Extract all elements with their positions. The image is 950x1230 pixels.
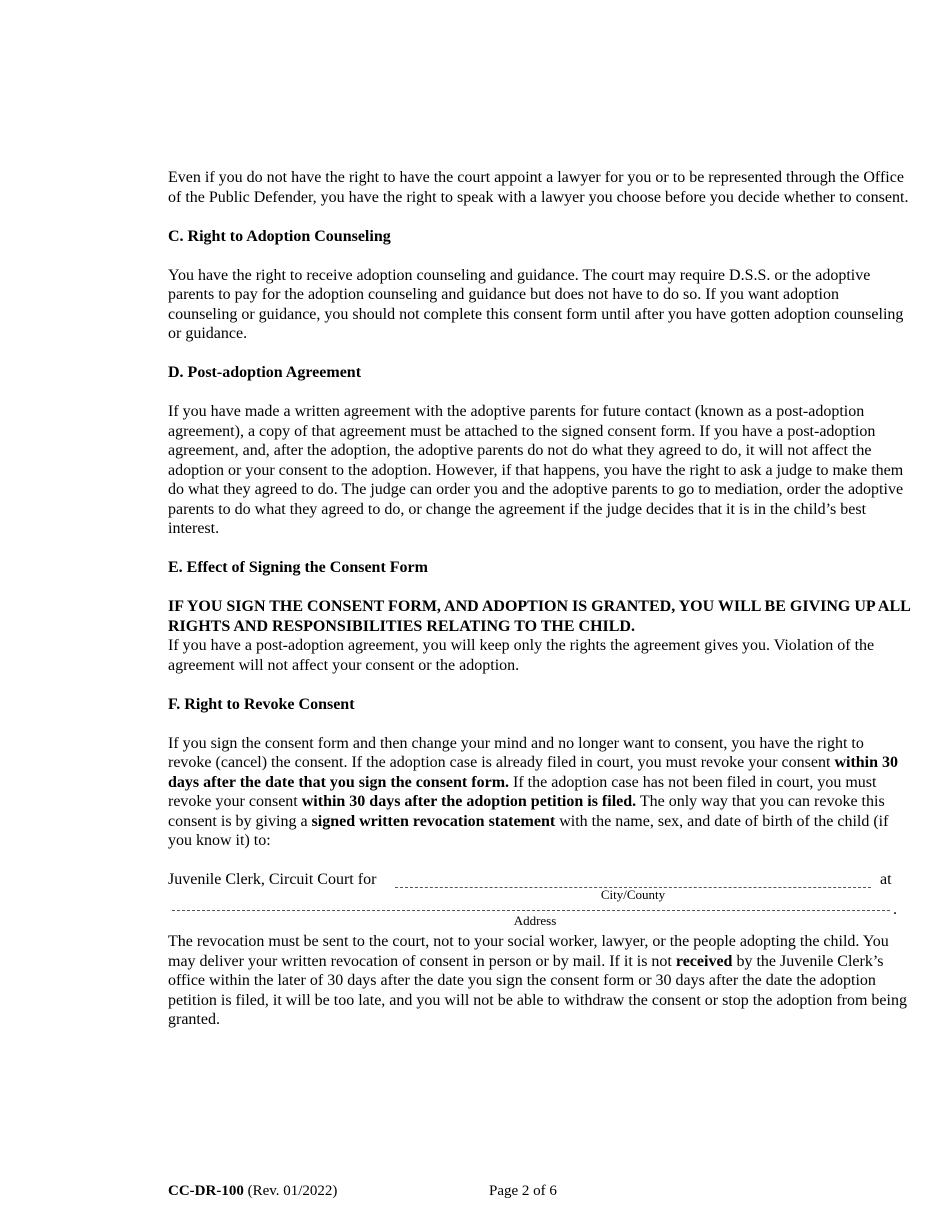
revocation-text-1: The revocation must be sent to the court, not to your social worker, lawyer, or the people adopting the child. You may deliver your written revocation of consent in person or by mail. If it is not (168, 933, 889, 970)
section-e-warning: IF YOU SIGN THE CONSENT FORM, AND ADOPTION IS GRANTED, YOU WILL BE GIVING UP ALL RIGHTS AND RESPONSIBILITIES RELATING TO THE CHILD. (168, 598, 910, 635)
revocation-text-2: by the Juvenile Clerk’s office within the later of 30 days after the date you sign the consent form or 30 days after the date the adoption petition is filed, it will be too late, and you will not be able to withdraw the consent or stop the adoption from being granted. (168, 952, 907, 1028)
section-f-text-2: If the adoption case has not been filed in court, you must revoke your consent (168, 773, 877, 810)
section-c-paragraph: You have the right to receive adoption counseling and guidance. The court may require D.S.S. or the adoptive parents to pay for the adoption counseling and guidance but does not have to do so. If you want adoption counseling or guidance, you should not complete this consent form until after you have gotten adoption counseling or guidance. (168, 266, 904, 342)
section-d-heading: D. Post-adoption Agreement (168, 364, 362, 381)
revocation-paragraph (168, 932, 910, 1030)
section-d-paragraph: If you have made a written agreement with the adoptive parents for future contact (known as a post-adoption agreement), a copy of that agreement must be attached to the signed consent form. If you have a post-adoption agreement, and, after the adoption, the adoptive parents do not do what they agreed to do, it will not affect the adoption or your consent to the adoption. However, if that happens, you have the right to ask a judge to make them do what they agreed to do. The judge can order you and the adoptive parents to go to mediation, order the adoptive parents to do what they agreed to do, or change the agreement if the judge decides that it is in the child’s best interest. (168, 403, 904, 537)
form-revision: (Rev. 01/2022) (243, 1183, 338, 1199)
section-e-heading: E. Effect of Signing the Consent Form (168, 559, 428, 576)
section-e-paragraph: If you have a post-adoption agreement, you will keep only the rights the agreement gives you. Violation of the agreement will not affect your consent or the adoption. (168, 637, 875, 674)
revocation-bold: received (675, 952, 733, 970)
section-f-heading: F. Right to Revoke Consent (168, 695, 355, 713)
at-label: at (880, 871, 892, 888)
section-f-paragraph (168, 734, 910, 851)
address-caption: Address (513, 913, 557, 928)
address-blank[interactable] (172, 910, 890, 911)
clerk-label: Juvenile Clerk, Circuit Court for (168, 871, 377, 888)
page-number: Page 2 of 6 (489, 1183, 557, 1199)
city-county-caption: City/County (600, 887, 666, 902)
section-f-text-3: The only way that you can revoke this consent is by giving a (168, 793, 885, 830)
address-line-row (168, 901, 910, 932)
form-identifier (168, 1182, 337, 1200)
section-c-heading: C. Right to Adoption Counseling (168, 227, 391, 245)
intro-paragraph: Even if you do not have the right to have the court appoint a lawyer for you or to be represented through the Office of the Public Defender, you have the right to speak with a lawyer you choose before you decide whether to consent. (168, 169, 909, 206)
section-f-text-1: If you sign the consent form and then change your mind and no longer want to consent, you have the right to revoke (cancel) the consent. If the adoption case is already filed in court, you must revoke your consent (168, 734, 864, 771)
section-f-bold-2: within 30 days after the adoption petition is filed. (301, 793, 637, 810)
section-f-text-4: with the name, sex, and date of birth of the child (if you know it) to: (168, 812, 889, 849)
section-f-bold-1: within 30 days after the date that you sign the consent form. (168, 754, 899, 791)
address-period: . (893, 901, 897, 918)
section-f-bold-3: signed written revocation statement (311, 812, 556, 830)
clerk-line-row (168, 870, 910, 904)
document-body (168, 168, 910, 1049)
form-id-code: CC-DR-100 (168, 1183, 244, 1199)
